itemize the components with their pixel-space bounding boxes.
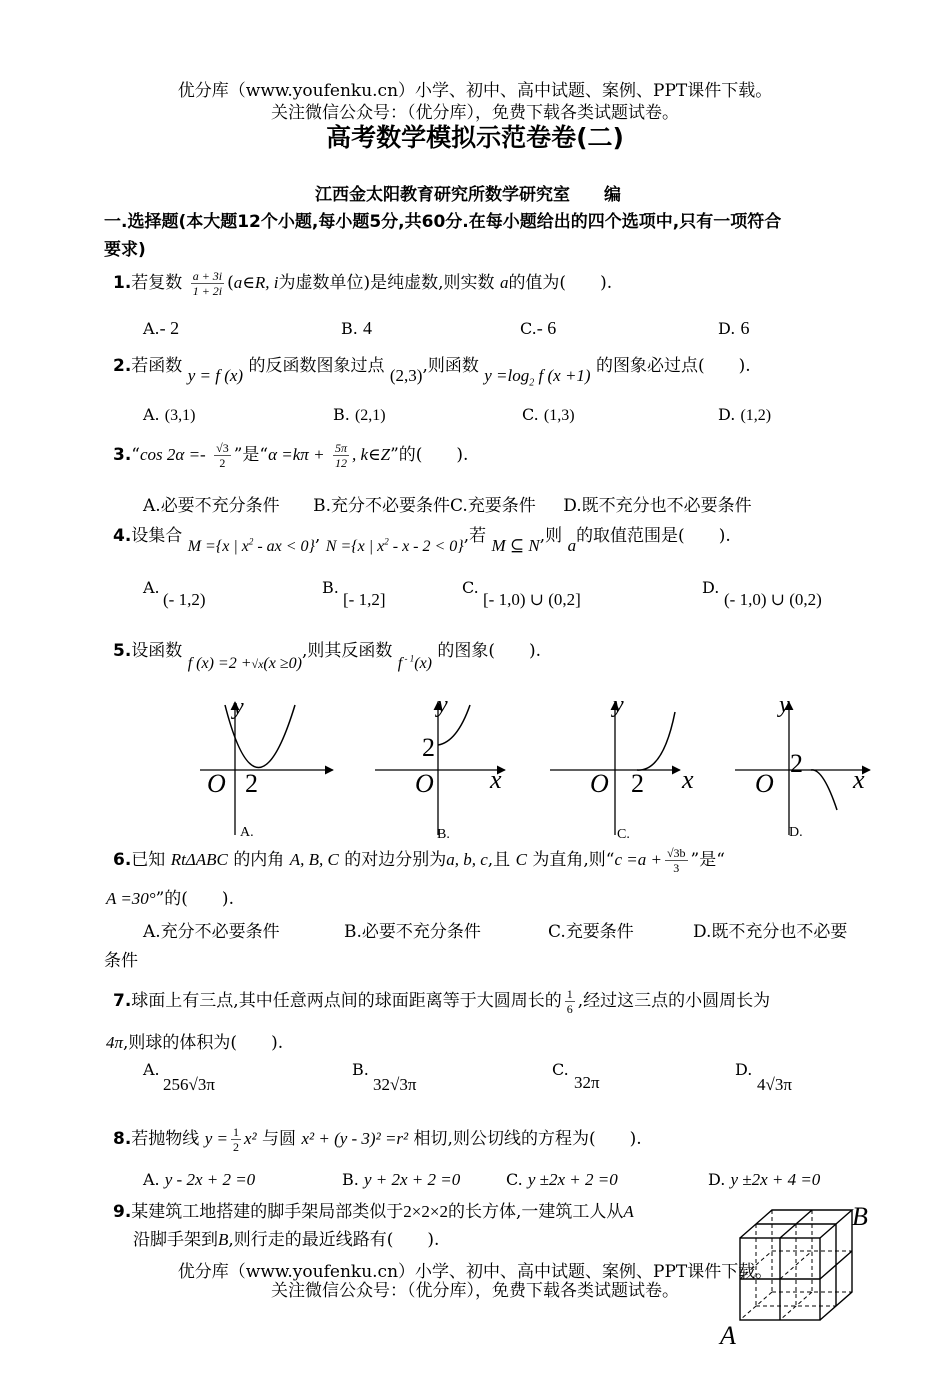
q3-option-d: D.既不充分也不必要条件 <box>563 496 752 516</box>
q7-option-a-label: A. <box>143 1060 160 1079</box>
q5-b-origin: O <box>415 769 434 798</box>
question-5: 5.设函数 f (x) =2 +√x(x ≥0),则其反函数 f $^{- 1}$(x) 的图象( ). <box>113 641 542 672</box>
q5-d-y-label: y <box>779 692 790 718</box>
footer-line-2: 关注微信公众号：（优分库），免费下载各类试题试卷。 <box>271 1281 679 1301</box>
q5-b-x-label: x <box>490 765 502 794</box>
q4-option-c-value: [- 1,0) ∪ (0,2] <box>483 590 581 609</box>
q7-option-d-value: 4√3π <box>757 1075 792 1094</box>
q5-c-y-label: y <box>613 692 624 718</box>
q1-option-a: A.- 2 <box>143 318 180 338</box>
q8-option-b: B. y + 2x + 2 =0 <box>342 1170 461 1189</box>
question-7-cont: 4π,则球的体积为( ). <box>106 1033 284 1053</box>
q2-option-c: C. (1,3) <box>522 405 575 424</box>
q5-d-mark: 2 <box>790 749 803 778</box>
q5-c-x-label: x <box>682 765 694 794</box>
q5-a-y-label: y <box>233 694 244 720</box>
q7-option-d-label: D. <box>735 1060 753 1079</box>
q7-option-a-value: 256√3π <box>163 1075 215 1094</box>
q2-option-b: B. (2,1) <box>333 405 386 424</box>
q4-option-b-label: B. <box>322 578 339 597</box>
question-1: 1.若复数 $\frac{a + 3i}{1 + 2i}$ (a∈R, i为虚数单位)是纯虚数,则实数 a的值为( ). <box>113 269 613 298</box>
q3-option-c: C.充要条件 <box>450 496 536 516</box>
question-2: 2.若函数 y = f (x) 的反函数图象过点 (2,3),则函数 $y =\log_2$ f (x +1) 的图象必过点( ). <box>113 356 751 389</box>
q5-c-label: C. <box>617 827 630 840</box>
q5-graph-c <box>550 692 694 840</box>
q4-option-a-value: (- 1,2) <box>163 590 206 609</box>
q1-fraction: $\frac{a + 3i}{1 + 2i}$ <box>192 269 223 298</box>
q5-c-origin: O <box>590 769 609 798</box>
question-9: 9.某建筑工地搭建的脚手架局部类似于2×2×2的长方体,一建筑工人从A <box>113 1202 634 1222</box>
q4-option-a-label: A. <box>143 578 160 597</box>
q4-option-b-value: [- 1,2] <box>343 590 386 609</box>
q6-option-a: A.充分不必要条件 <box>143 922 280 942</box>
q1-option-c: C.- 6 <box>520 318 557 338</box>
q5-a-mark: 2 <box>245 769 258 798</box>
q6-option-d-tail: 条件 <box>104 951 138 971</box>
q5-d-label: D. <box>789 825 803 840</box>
q5-graph-d <box>735 692 870 840</box>
q3-option-a: A.必要不充分条件 <box>143 496 280 516</box>
q4-option-d-label: D. <box>702 578 720 597</box>
q3-options <box>143 491 752 516</box>
q4-option-c-label: C. <box>462 578 479 597</box>
header-line-1: 优分库（www.youfenku.cn）小学、初中、高中试题、案例、PPT课件下载。 <box>177 81 773 101</box>
question-3: 3.“cos 2α =- $\frac{√3}{2}$ ”是“α =kπ + $\frac{5\pi}{12}$ , k∈Z”的( ). <box>113 441 469 470</box>
q5-b-mark: 2 <box>422 733 435 762</box>
footer-line-1: 优分库（www.youfenku.cn）小学、初中、高中试题、案例、PPT课件下载。 <box>177 1262 773 1282</box>
q9-point-a: A <box>720 1321 736 1350</box>
author-line: 江西金太阳教育研究所数学研究室 编 <box>315 185 621 205</box>
q7-option-c-value: 32π <box>574 1073 600 1092</box>
q5-d-x-label: x <box>853 765 865 794</box>
q9-point-b: B <box>852 1202 868 1231</box>
question-9-cont: 沿脚手架到B,则行走的最近线路有( ). <box>133 1230 440 1250</box>
section-heading-line-2: 要求) <box>104 240 146 260</box>
q2-option-d: D. (1,2) <box>718 405 772 424</box>
q8-option-d: D. y ±2x + 4 =0 <box>708 1170 821 1189</box>
q8-option-c: C. y ±2x + 2 =0 <box>506 1170 618 1189</box>
q6-option-c: C.充要条件 <box>548 922 634 942</box>
q3-option-b: B.充分不必要条件 <box>313 496 450 516</box>
q5-b-y-label: y <box>437 692 448 718</box>
section-heading-line-1: 一.选择题(本大题12个小题,每小题5分,共60分.在每小题给出的四个选项中,只有一项符合 <box>104 212 782 232</box>
q5-b-label: B. <box>437 827 450 840</box>
q7-option-b-value: 32√3π <box>373 1075 417 1094</box>
question-8: 8.若抛物线 y = $\frac{1}{2}$ x² 与圆 x² + (y - 3)² =r² 相切,则公切线的方程为( ). <box>113 1125 642 1154</box>
q5-graphs <box>195 690 885 840</box>
q1-option-d: D. 6 <box>718 318 750 338</box>
q1-option-b: B. 4 <box>341 318 372 338</box>
q4-option-d-value: (- 1,0) ∪ (0,2) <box>724 590 822 609</box>
question-6: 6.已知 RtΔABC 的内角 A, B, C 的对边分别为a, b, c,且 C 为直角,则“c =a + $\frac{√3b}{3}$ ”是“ <box>113 846 725 875</box>
q6-option-d: D.既不充分也不必要 <box>693 922 848 942</box>
header-line-2: 关注微信公众号：（优分库），免费下载各类试题试卷。 <box>271 103 679 123</box>
question-7: 7.球面上有三点,其中任意两点间的球面距离等于大圆周长的 $\frac{1}{6}$ ,经过这三点的小圆周长为 <box>113 987 771 1016</box>
q5-a-origin: O <box>207 769 226 798</box>
q2-option-a: A. (3,1) <box>143 405 196 424</box>
q5-graph-b <box>375 692 505 840</box>
q8-option-a: A. y - 2x + 2 =0 <box>143 1170 256 1189</box>
q5-d-origin: O <box>755 769 774 798</box>
question-4: 4.设集合 M ={x | $x^2$ - ax < 0}, N ={x | $x^2 - x - 2 < 0$},若 M ⊆ N,则 a的取值范围是( ). <box>113 526 731 555</box>
page-title: 高考数学模拟示范卷卷(二) <box>326 123 624 152</box>
q7-option-c-label: C. <box>552 1060 569 1079</box>
q1-number: 1. <box>113 273 132 293</box>
q5-graph-a <box>200 694 333 840</box>
question-6-cont: A =30°”的( ). <box>106 889 234 909</box>
q5-a-label: A. <box>240 825 254 840</box>
q6-option-b: B.必要不充分条件 <box>344 922 481 942</box>
q5-c-mark: 2 <box>631 769 644 798</box>
q7-option-b-label: B. <box>352 1060 369 1079</box>
